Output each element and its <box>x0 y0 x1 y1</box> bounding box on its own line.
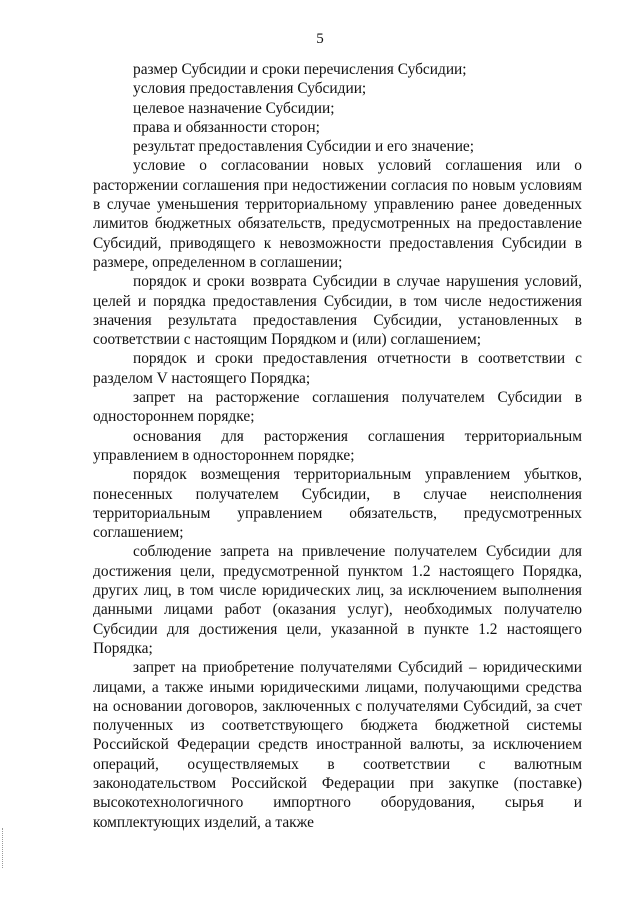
list-item: права и обязанности сторон; <box>133 118 320 136</box>
document-body <box>93 60 582 832</box>
list-item: размер Субсидии и сроки перечисления Субсидии; <box>133 61 467 78</box>
list-item: запрет на приобретение получателями Субсидий – юридическими лицами, а также иными юридическими лицами, получающими средства на основании договоров, заключенных с получателями Субсидий, за счет полученных из соответствующего бюджета бюджетной системы Российской Федерации средств иностранной валюты, за исключением операций, осуществляемых в соответствии с валютным законодательством Российской Федерации при закупке (поставке) высокотехнологичного импортного оборудования, сырья и комплектующих изделий, а также <box>93 659 582 831</box>
list-item: результат предоставления Субсидии и его значение; <box>133 138 475 156</box>
list-item: порядок возмещения территориальным управлением убытков, понесенных получателем Субсидии, в случае неисполнения территориальным управлением обязательств, предусмотренных соглашением; <box>93 466 582 542</box>
list-item: условия предоставления Субсидии; <box>133 80 367 98</box>
margin-mark <box>2 828 6 868</box>
list-item: соблюдение запрета на привлечение получателем Субсидии для достижения цели, предусмотренной пунктом 1.2 настоящего Порядка, других лиц, в том числе юридических лиц, за исключением выполнения данными лицами работ (оказания услуг), необходимых получателю Субсидии для достижения цели, указанной в пункте 1.2 настоящего Порядка; <box>93 543 582 657</box>
list-item: условие о согласовании новых условий соглашения или о расторжении соглашения при недостижении согласия по новым условиям в случае уменьшения территориальному управлению ранее доведенных лимитов бюджетных обязательств, предусмотренных на предоставление Субсидий, приводящего к невозможности предоставления Субсидии в размере, определенном в соглашении; <box>93 157 582 271</box>
list-item: запрет на расторжение соглашения получателем Субсидии в одностороннем порядке; <box>93 389 582 426</box>
list-item: целевое назначение Субсидии; <box>133 99 335 117</box>
list-item: основания для расторжения соглашения территориальным управлением в одностороннем порядке; <box>93 427 582 464</box>
list-item: порядок и сроки возврата Субсидии в случае нарушения условий, целей и порядка предоставления Субсидии, в том числе недостижения значения результата предоставления Субсидии, установленных в соответствии с настоящим Порядком и (или) соглашением; <box>93 273 582 349</box>
page-number: 5 <box>316 31 324 47</box>
list-item: порядок и сроки предоставления отчетности в соответствии с разделом V настоящего Порядка; <box>93 350 582 387</box>
